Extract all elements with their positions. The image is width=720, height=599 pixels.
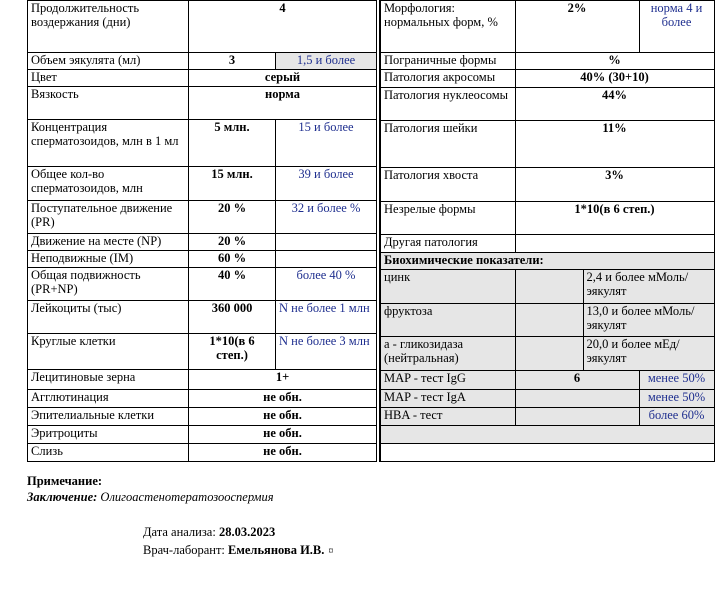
row-label: Общее кол-во сперматозоидов, млн	[28, 167, 189, 201]
note-label: Примечание:	[27, 474, 103, 488]
row-label: Общая подвижность (PR+NP)	[28, 268, 189, 301]
table-row	[28, 301, 377, 334]
table-row	[28, 167, 377, 201]
table-row	[28, 70, 377, 87]
gluco-label: а - гликозидаза (нейтральная)	[380, 337, 515, 371]
row-value: 60 %	[189, 251, 276, 268]
table-row	[28, 370, 377, 390]
row-label: Концентрация сперматозоидов, млн в 1 мл	[28, 120, 189, 167]
row-value: 1*10(в 6 степ.)	[189, 334, 276, 370]
row-norm	[276, 234, 377, 251]
date-label: Дата анализа:	[143, 525, 219, 539]
neck-label: Патология шейки	[380, 121, 515, 168]
row-norm: N не более 3 млн	[276, 334, 377, 370]
hba-norm: более 60%	[639, 408, 714, 426]
row-value: не обн.	[189, 426, 377, 444]
fructose-value	[515, 304, 583, 337]
row-norm	[276, 251, 377, 268]
table-row	[28, 234, 377, 251]
table-row	[380, 202, 714, 235]
currency-mark-icon: ¤	[328, 546, 334, 557]
table-row	[380, 304, 714, 337]
row-label: Эритроциты	[28, 426, 189, 444]
marg-label: MAP - тест IgG	[380, 371, 515, 390]
row-label: Эпителиальные клетки	[28, 408, 189, 426]
row-value: 20 %	[189, 201, 276, 234]
row-label: Слизь	[28, 444, 189, 462]
table-row	[380, 121, 714, 168]
table-row	[380, 408, 714, 426]
row-norm: 1,5 и более	[276, 53, 377, 70]
mara-value	[515, 390, 639, 408]
table-row	[28, 426, 377, 444]
row-value: серый	[189, 70, 377, 87]
row-value: не обн.	[189, 408, 377, 426]
table-row	[28, 251, 377, 268]
doctor-label: Врач-лаборант:	[143, 543, 229, 557]
row-value: 15 млн.	[189, 167, 276, 201]
row-label: Лейкоциты (тыс)	[28, 301, 189, 334]
row-label: Поступательное движение (PR)	[28, 201, 189, 234]
analysis-date	[143, 525, 275, 540]
marg-norm: менее 50%	[639, 371, 714, 390]
row-value: 20 %	[189, 234, 276, 251]
table-row	[28, 334, 377, 370]
mara-label: MAP - тест IgA	[380, 390, 515, 408]
row-value: 360 000	[189, 301, 276, 334]
border-label: Пограничные формы	[380, 53, 515, 70]
table-row	[380, 88, 714, 121]
table-row	[28, 390, 377, 408]
row-label: Объем эякулята (мл)	[28, 53, 189, 70]
gluco-value	[515, 337, 583, 371]
row-value: 40 %	[189, 268, 276, 301]
mara-norm: менее 50%	[639, 390, 714, 408]
marg-value: 6	[515, 371, 639, 390]
table-row	[380, 70, 714, 88]
morph-value: 2%	[515, 1, 639, 53]
fructose-label: фруктоза	[380, 304, 515, 337]
table-row	[380, 390, 714, 408]
table-row	[380, 337, 714, 371]
row-value: 4	[189, 1, 377, 53]
row-label: Агглютинация	[28, 390, 189, 408]
empty-cell	[380, 444, 714, 462]
table-row	[380, 1, 714, 53]
row-label: Лецитиновые зерна	[28, 370, 189, 390]
table-row	[380, 444, 714, 462]
table-row	[380, 426, 714, 444]
row-value: норма	[189, 87, 377, 120]
lab-doctor	[143, 543, 333, 558]
right-results-table	[379, 0, 715, 462]
row-norm: 15 и более	[276, 120, 377, 167]
empty-cell	[380, 426, 714, 444]
table-row	[380, 253, 714, 270]
nucleo-value: 44%	[515, 88, 714, 121]
neck-value: 11%	[515, 121, 714, 168]
tail-value: 3%	[515, 168, 714, 202]
zinc-value	[515, 270, 583, 304]
conclusion-label: Заключение:	[27, 490, 98, 504]
hba-value	[515, 408, 639, 426]
conclusion-text: Олигоастенотератозооспермия	[97, 490, 274, 504]
table-row	[28, 1, 377, 53]
table-row	[28, 408, 377, 426]
immature-value: 1*10(в 6 степ.)	[515, 202, 714, 235]
other-value	[515, 235, 714, 253]
row-value: 3	[189, 53, 276, 70]
biochem-header: Биохимические показатели:	[380, 253, 714, 270]
border-value: %	[515, 53, 714, 70]
table-row	[380, 270, 714, 304]
morph-norm: норма 4 и более	[639, 1, 714, 53]
table-row	[380, 235, 714, 253]
row-value: не обн.	[189, 390, 377, 408]
acro-label: Патология акросомы	[380, 70, 515, 88]
row-value: 1+	[189, 370, 377, 390]
table-row	[28, 201, 377, 234]
row-label: Круглые клетки	[28, 334, 189, 370]
row-label: Неподвижные (IM)	[28, 251, 189, 268]
gluco-norm: 20,0 и более мЕд/эякулят	[583, 337, 714, 371]
table-row	[28, 444, 377, 462]
acro-value: 40% (30+10)	[515, 70, 714, 88]
immature-label: Незрелые формы	[380, 202, 515, 235]
row-value: 5 млн.	[189, 120, 276, 167]
nucleo-label: Патология нуклеосомы	[380, 88, 515, 121]
table-row	[28, 120, 377, 167]
date-value: 28.03.2023	[218, 525, 276, 539]
row-norm: 39 и более	[276, 167, 377, 201]
row-norm: 32 и более %	[276, 201, 377, 234]
row-norm: более 40 %	[276, 268, 377, 301]
zinc-label: цинк	[380, 270, 515, 304]
row-label: Движение на месте (NP)	[28, 234, 189, 251]
tail-label: Патология хвоста	[380, 168, 515, 202]
other-label: Другая патология	[380, 235, 515, 253]
left-results-table	[27, 0, 377, 462]
row-label: Продолжительность воздержания (дни)	[28, 1, 189, 53]
morph-label: Морфология: нормальных форм, %	[380, 1, 515, 53]
table-row	[28, 53, 377, 70]
row-value: не обн.	[189, 444, 377, 462]
fructose-norm: 13,0 и более мМоль/эякулят	[583, 304, 714, 337]
row-label: Вязкость	[28, 87, 189, 120]
table-row	[28, 268, 377, 301]
table-row	[380, 53, 714, 70]
conclusion	[27, 490, 274, 505]
table-row	[28, 87, 377, 120]
table-row	[380, 168, 714, 202]
zinc-norm: 2,4 и более мМоль/эякулят	[583, 270, 714, 304]
hba-label: HBA - тест	[380, 408, 515, 426]
doctor-value: Емельянова И.В.	[228, 543, 325, 557]
table-row	[380, 371, 714, 390]
row-label: Цвет	[28, 70, 189, 87]
row-norm: N не более 1 млн	[276, 301, 377, 334]
